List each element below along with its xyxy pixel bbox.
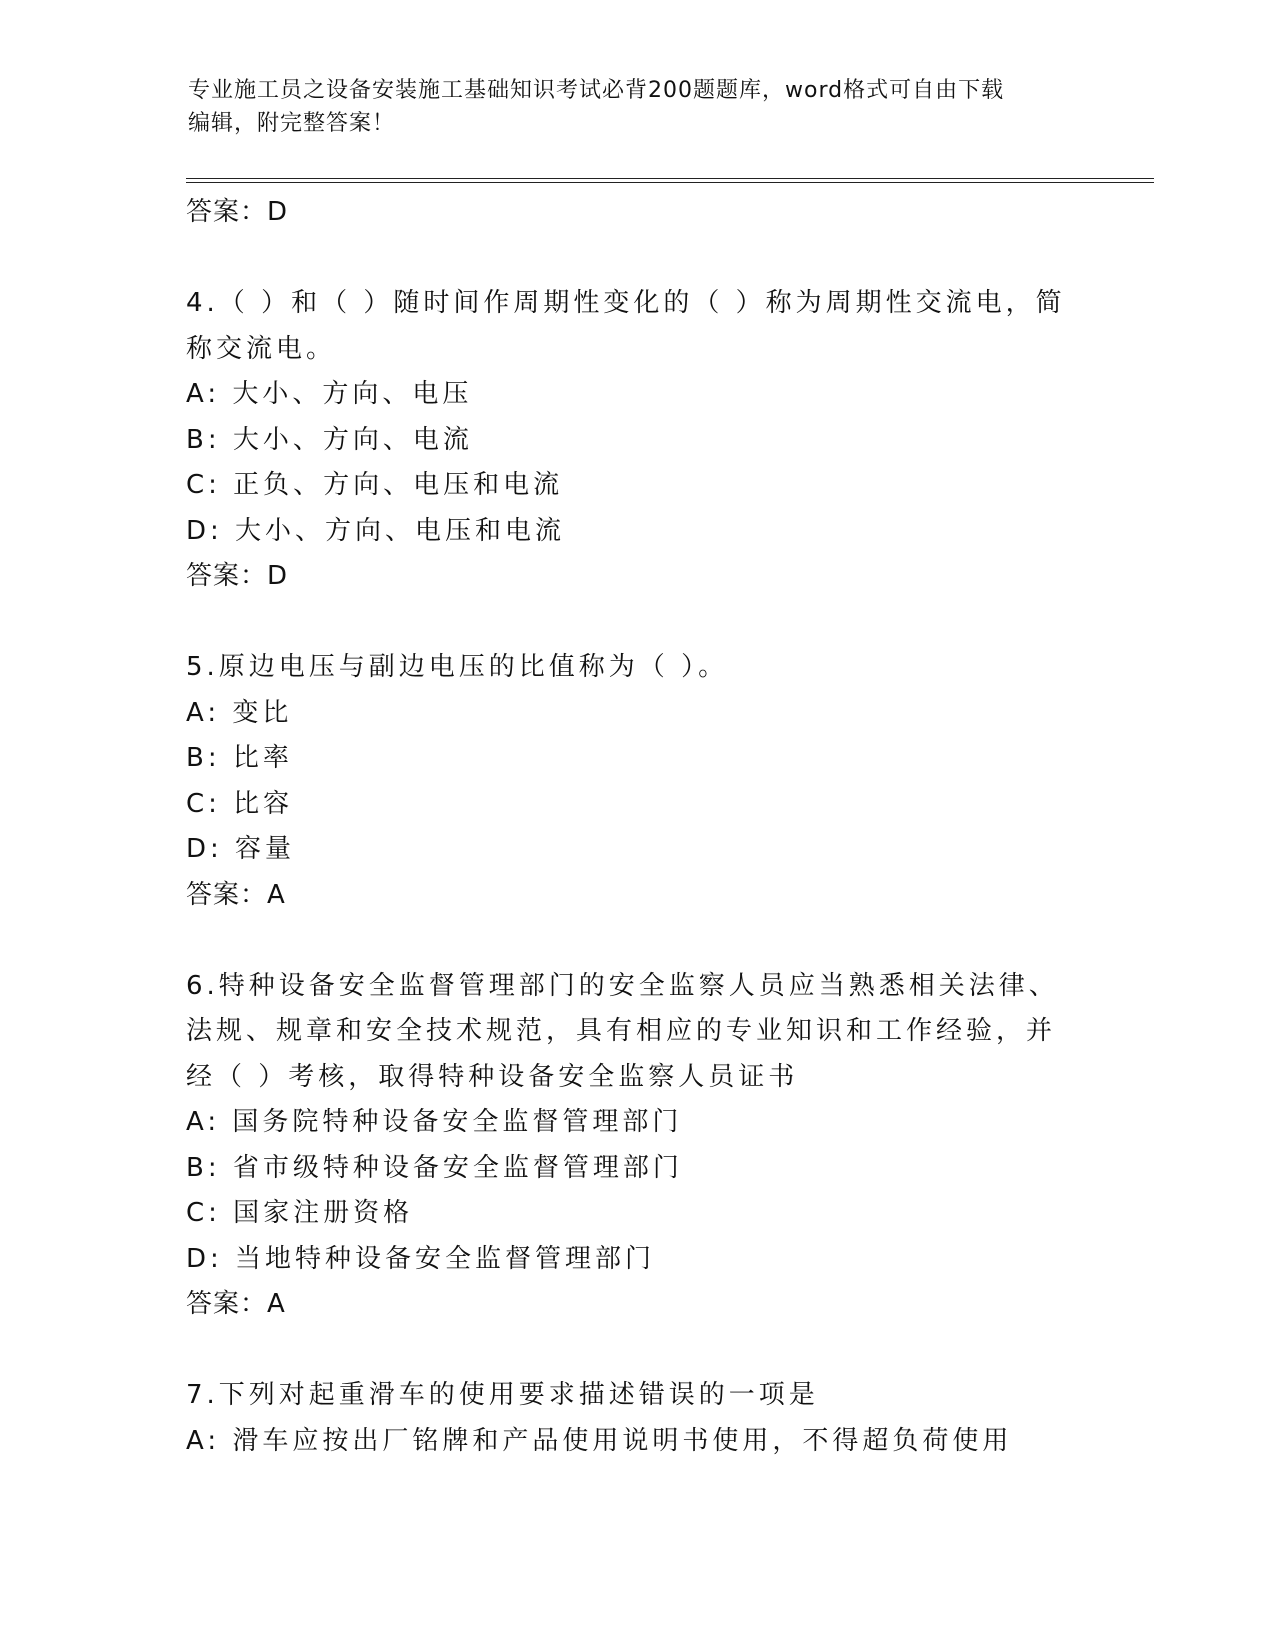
- answer-line: 答案：A: [186, 1289, 286, 1319]
- option-d: D: 容量: [186, 834, 296, 864]
- header-line-1: 专业施工员之设备安装施工基础知识考试必背200题题库，word格式可自由下载: [188, 78, 1005, 103]
- question-text: 5.原边电压与副边电压的比值称为（ ）。: [186, 652, 729, 682]
- question-text: 4.（ ）和（ ）随时间作周期性变化的（ ）称为周期性交流电，简称交流电。: [186, 288, 1066, 364]
- answer-line: 答案：D: [186, 197, 289, 227]
- header-rule-bottom: [186, 182, 1154, 183]
- question-text: 6.特种设备安全监督管理部门的安全监察人员应当熟悉相关法律、法规、规章和安全技术规范，具有相应的专业知识和工作经验，并经（ ）考核，取得特种设备安全监察人员证书: [186, 970, 1059, 1092]
- answer-line: 答案：A: [186, 879, 286, 910]
- option-b: B: 大小、方向、电流: [186, 424, 473, 455]
- option-d: D: 当地特种设备安全监督管理部门: [186, 1243, 656, 1274]
- option-a: A: 变比: [186, 697, 293, 728]
- question-text: 7.下列对起重滑车的使用要求描述错误的一项是: [186, 1380, 819, 1410]
- option-a: A: 国务院特种设备安全监督管理部门: [186, 1107, 683, 1137]
- option-c: C: 国家注册资格: [186, 1198, 414, 1228]
- answer-line: 答案：D: [186, 561, 289, 591]
- option-c: C: 正负、方向、电压和电流: [186, 470, 564, 500]
- option-d: D: 大小、方向、电压和电流: [186, 515, 566, 546]
- document-header: [188, 74, 1088, 140]
- document-body: [186, 190, 1086, 1464]
- header-rule-top: [186, 178, 1154, 179]
- header-line-2: 编辑，附完整答案！: [188, 111, 396, 136]
- option-b: B: 省市级特种设备安全监督管理部门: [186, 1152, 683, 1183]
- option-b: B: 比率: [186, 743, 293, 773]
- option-a: A: 大小、方向、电压: [186, 379, 473, 409]
- option-a: A: 滑车应按出厂铭牌和产品使用说明书使用，不得超负荷使用: [186, 1425, 1013, 1456]
- option-c: C: 比容: [186, 788, 294, 819]
